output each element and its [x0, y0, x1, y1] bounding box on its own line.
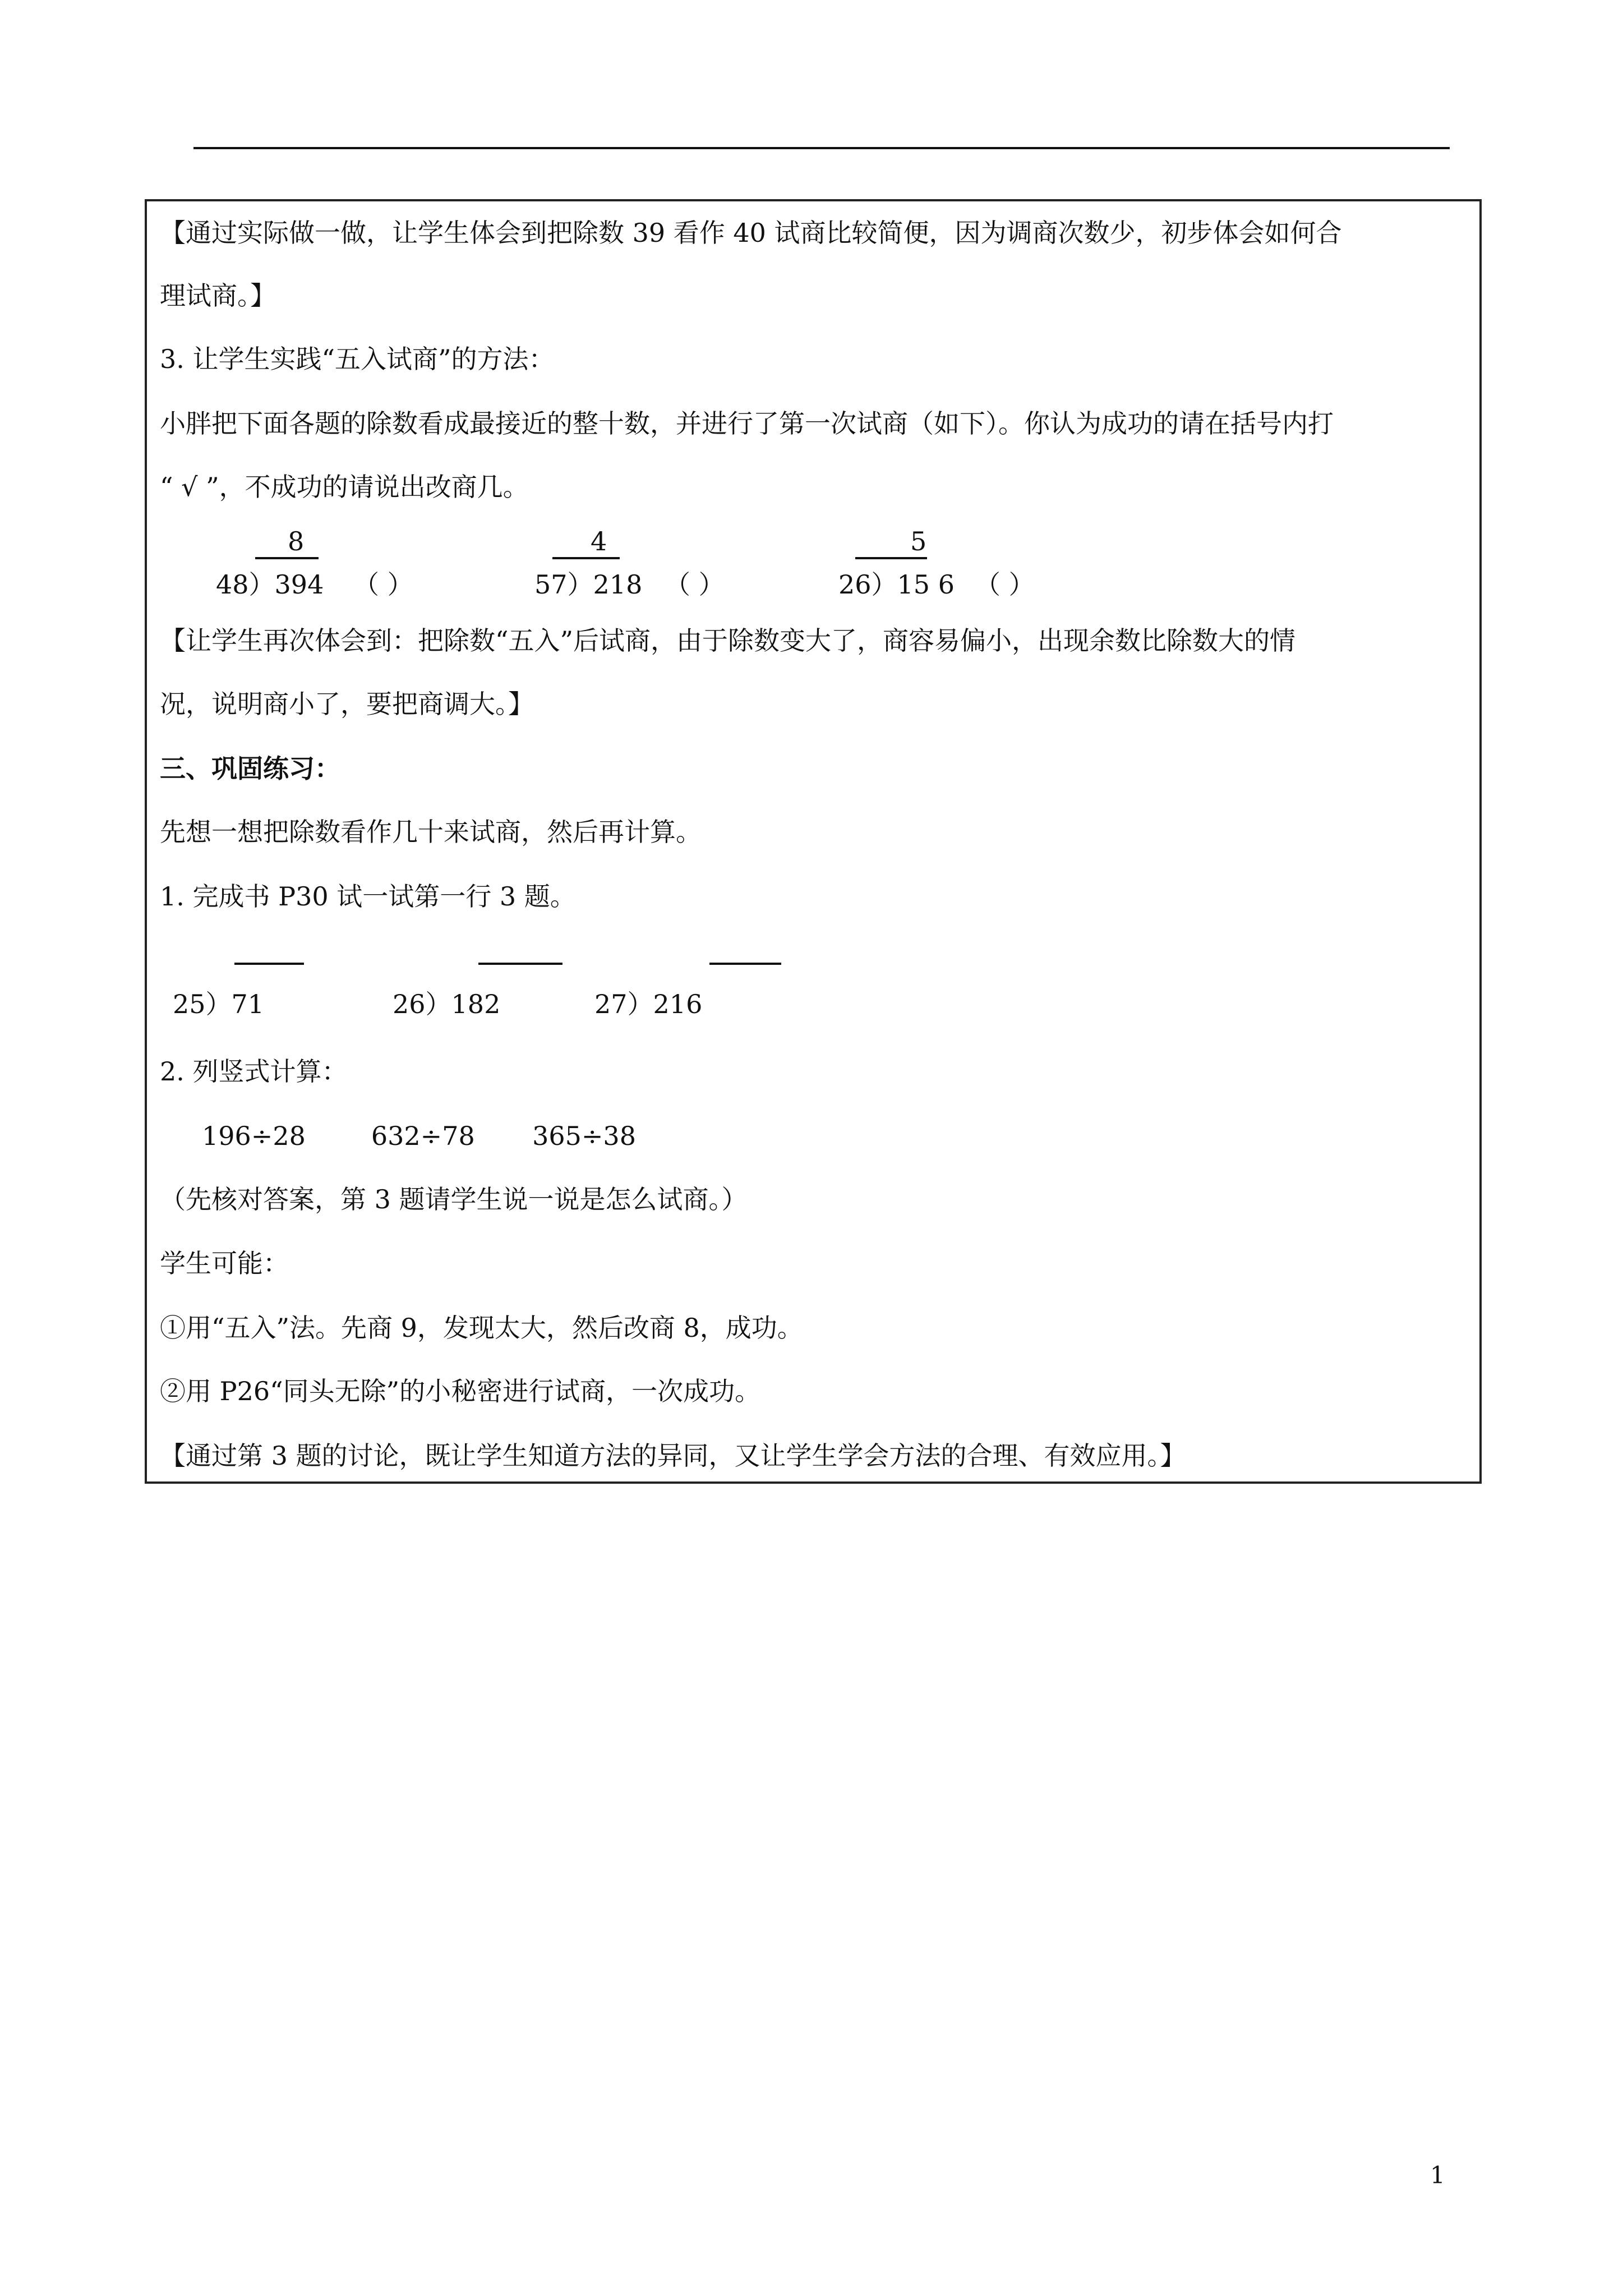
- calculation-list: 196÷28 632÷78 365÷38: [202, 1121, 636, 1151]
- paragraph-task-line1: 小胖把下面各题的除数看成最接近的整十数，并进行了第一次试商（如下）。你认为成功的请在括号内打: [160, 408, 1334, 439]
- paragraph-student-may: 学生可能：: [160, 1248, 289, 1278]
- paragraph-discussion: 【通过第 3 题的讨论，既让学生知道方法的异同，又让学生学会方法的合理、有效应用。】: [160, 1441, 1186, 1471]
- section-3-heading: 三、巩固练习：: [160, 753, 340, 784]
- paragraph-method-2: ②用 P26“同头无除”的小秘密进行试商，一次成功。: [160, 1376, 761, 1406]
- trial-3-quotient: 5: [910, 526, 927, 556]
- practice-1-expression: 25）71: [173, 989, 265, 1019]
- practice-1-quotient-line: [234, 963, 304, 965]
- paragraph-method-1: ①用“五入”法。先商 9，发现太大，然后改商 8，成功。: [160, 1313, 803, 1343]
- exercise-1-heading: 1. 完成书 P30 试一试第一行 3 题。: [160, 881, 576, 912]
- trial-2-answer-blank[interactable]: （ ）: [665, 569, 725, 600]
- paragraph-instructions: 先想一想把除数看作几十来试商，然后再计算。: [160, 817, 702, 847]
- trial-1-quotient: 8: [288, 526, 305, 556]
- paragraph-goal-line1: 【通过实际做一做，让学生体会到把除数 39 看作 40 试商比较简便，因为调商次数少，初步体会如何合: [160, 218, 1342, 248]
- trial-2-quotient-line: [552, 557, 620, 559]
- trial-3-expression: 26）15 6: [838, 569, 955, 600]
- paragraph-goal-line2: 理试商。】: [160, 280, 276, 311]
- step-3-heading: 3. 让学生实践“五入试商”的方法：: [160, 344, 555, 374]
- paragraph-check-answers: （先核对答案，第 3 题请学生说一说是怎么试商。）: [160, 1184, 748, 1214]
- practice-2-quotient-line: [478, 963, 562, 965]
- trial-1-answer-blank[interactable]: （ ）: [353, 569, 413, 600]
- practice-3-expression: 27）216: [594, 989, 703, 1019]
- paragraph-insight-line1: 【让学生再次体会到：把除数“五入”后试商，由于除数变大了，商容易偏小，出现余数比除数大的情: [160, 625, 1296, 656]
- paragraph-insight-line2: 况，说明商小了，要把商调大。】: [160, 689, 534, 719]
- exercise-2-heading: 2. 列竖式计算：: [160, 1056, 348, 1087]
- trial-1-quotient-line: [255, 557, 319, 559]
- trial-2-quotient: 4: [591, 526, 607, 556]
- trial-1-expression: 48）394: [216, 569, 324, 600]
- trial-3-answer-blank[interactable]: （ ）: [975, 569, 1035, 600]
- header-rule: [193, 147, 1450, 149]
- paragraph-task-line2: “ √ ”，不成功的请说出改商几。: [160, 472, 529, 502]
- trial-2-expression: 57）218: [534, 569, 643, 600]
- page-number: 1: [1430, 2161, 1445, 2189]
- practice-2-expression: 26）182: [393, 989, 501, 1019]
- trial-3-quotient-line: [855, 557, 927, 559]
- practice-3-quotient-line: [709, 963, 781, 965]
